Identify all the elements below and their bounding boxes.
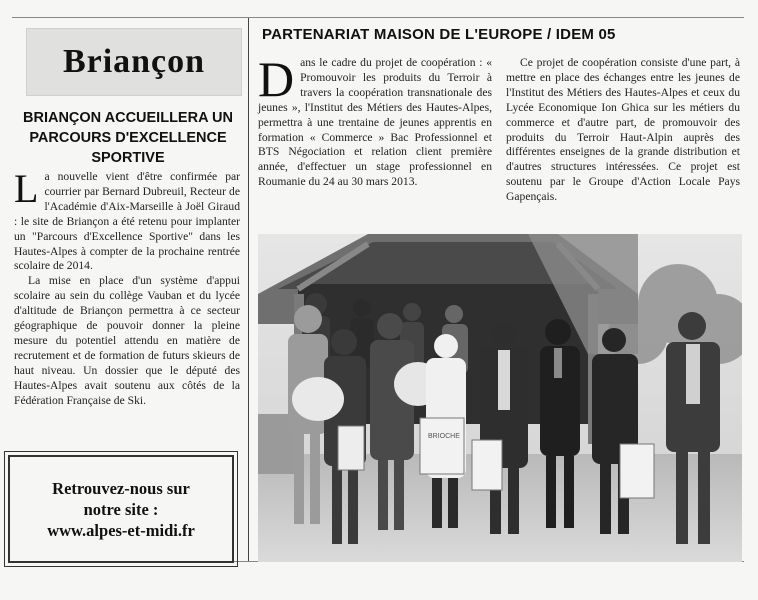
group-photo-illustration <box>258 234 742 562</box>
bag-label: BRIOCHE <box>428 433 460 440</box>
promo-line-2: notre site : <box>83 499 159 519</box>
column-divider <box>248 18 249 562</box>
promo-website-link[interactable]: www.alpes-et-midi.fr <box>47 520 195 540</box>
top-rule <box>12 17 744 18</box>
right-headline: PARTENARIAT MAISON DE L'EUROPE / IDEM 05 <box>262 26 616 43</box>
left-article-body <box>14 166 240 409</box>
city-title: Briançon <box>62 43 206 80</box>
group-photo <box>258 234 742 562</box>
right-article-column-2: Ce projet de coopération consiste d'une part, à mettre en place des échanges entre les jeunes de l'Institut des Métiers des Hautes-Alpes et ceux du Lycée Economique Ion Ghica sur les métiers du commerce et d'autre part, de promouvoir des produits du Terroir Haut-Alpin auprès des différentes enseignes de la grande distribution et d'autres structures intéressées. Ce projet est soutenu par le Groupe d'Action Locale Pays Gapençais. <box>506 56 740 204</box>
left-dropcap: L <box>14 166 39 211</box>
left-headline: BRIANÇON ACCUEILLERA UN PARCOURS D'EXCELLENCE SPORTIVE <box>23 110 233 166</box>
left-paragraph-1: La nouvelle vient d'être confirmée par courrier par Bernard Dubreuil, Recteur de l'Académie d'Aix-Marseille à Joël Giraud : le site de Briançon a été retenu pour implanter un "Parcours d'Excellence Sportive" dans les Hautes-Alpes à compter de la prochaine rentrée scolaire de 2014. <box>14 166 240 273</box>
right-article-column-1: Dans le cadre du projet de coopération : « Promouvoir les produits du Terroir à travers la coopération transnationale des jeunes », l'Institut des Métiers des Hautes-Alpes, permettra à une trentaine de jeunes apprentis en formation « Commerce » Bac Professionnel et BTS Négociation et relation client première année, d'effectuer un stage professionnel en Roumanie du 24 au 30 mars 2013. <box>258 51 492 189</box>
right-dropcap: D <box>258 51 295 107</box>
left-paragraph-2: La mise en place d'un système d'appui scolaire au sein du collège Vauban et du lycée d'altitude de Briançon permettra à ce secteur géographique de pouvoir donner la pleine mesure du potentiel attendu en matière de recrutement et de formation de futurs skieurs de haut niveau. Un dossier que le député des Hautes-Alpes avait soutenu aux côtés de la Fédération Française de Ski. <box>14 274 240 407</box>
website-promo-box <box>8 455 234 563</box>
promo-line-1: Retrouvez-nous sur <box>52 478 190 498</box>
city-banner <box>26 28 242 96</box>
